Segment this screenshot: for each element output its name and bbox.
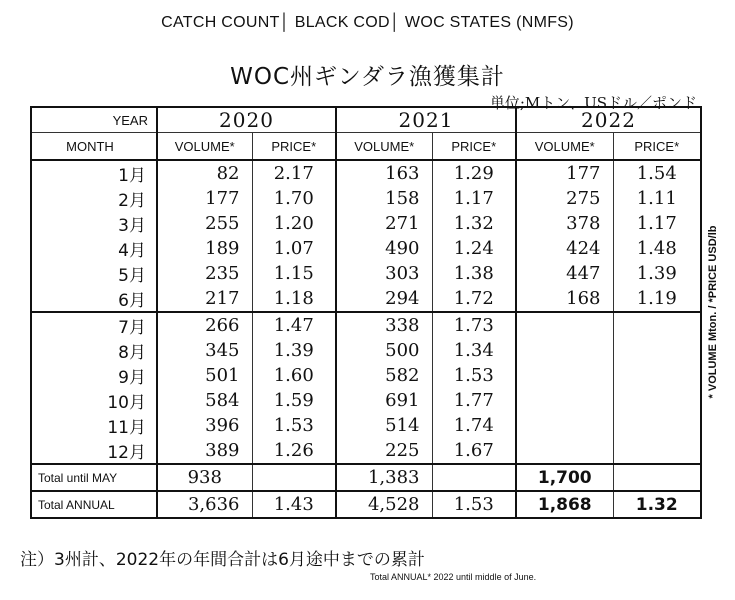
side-note — [704, 112, 722, 512]
price-header: PRICE* — [432, 133, 516, 161]
year-2022: 2022 — [516, 107, 701, 133]
volume-cell — [516, 312, 613, 338]
total-annual-label: Total ANNUAL — [31, 491, 157, 518]
price-cell: 1.74 — [432, 413, 516, 438]
table-row — [31, 261, 701, 286]
volume-cell — [516, 363, 613, 388]
price-header: PRICE* — [252, 133, 336, 161]
volume-cell — [516, 413, 613, 438]
price-cell: 1.73 — [432, 312, 516, 338]
price-cell: 1.47 — [252, 312, 336, 338]
month-cell: 4月 — [31, 236, 157, 261]
table-row — [31, 186, 701, 211]
price-header: PRICE* — [613, 133, 701, 161]
price-cell: 1.15 — [252, 261, 336, 286]
price-cell: 1.54 — [613, 160, 701, 186]
volume-cell: 275 — [516, 186, 613, 211]
price-cell: 1.24 — [432, 236, 516, 261]
column-header-row — [31, 133, 701, 161]
total-annual-2020-price: 1.43 — [252, 491, 336, 518]
volume-cell: 447 — [516, 261, 613, 286]
total-annual-2021-price: 1.53 — [432, 491, 516, 518]
volume-cell: 235 — [157, 261, 252, 286]
total-may-label: Total until MAY — [31, 464, 157, 491]
total-may-2021: 1,383 — [336, 464, 432, 491]
price-cell: 1.17 — [432, 186, 516, 211]
volume-cell — [516, 438, 613, 464]
year-2020: 2020 — [157, 107, 336, 133]
price-cell: 1.17 — [613, 211, 701, 236]
price-cell — [613, 338, 701, 363]
total-may-2020: 938 — [157, 464, 252, 491]
volume-cell: 338 — [336, 312, 432, 338]
month-cell: 12月 — [31, 438, 157, 464]
volume-cell: 217 — [157, 286, 252, 312]
price-cell: 1.53 — [252, 413, 336, 438]
total-annual-2022: 1,868 — [516, 491, 613, 518]
total-annual-2022-price: 1.32 — [613, 491, 701, 518]
volume-cell: 189 — [157, 236, 252, 261]
volume-cell: 82 — [157, 160, 252, 186]
price-cell: 2.17 — [252, 160, 336, 186]
month-cell: 8月 — [31, 338, 157, 363]
month-cell: 9月 — [31, 363, 157, 388]
price-cell — [613, 413, 701, 438]
volume-cell: 389 — [157, 438, 252, 464]
price-cell: 1.34 — [432, 338, 516, 363]
volume-cell: 271 — [336, 211, 432, 236]
volume-cell — [516, 388, 613, 413]
volume-cell: 691 — [336, 388, 432, 413]
table-row — [31, 312, 701, 338]
month-label: MONTH — [31, 133, 157, 161]
table-row — [31, 211, 701, 236]
price-cell: 1.60 — [252, 363, 336, 388]
volume-cell: 500 — [336, 338, 432, 363]
table-title: WOC州ギンダラ漁獲集計 — [230, 64, 505, 90]
price-cell — [613, 312, 701, 338]
price-cell — [613, 363, 701, 388]
price-cell — [613, 388, 701, 413]
price-cell: 1.26 — [252, 438, 336, 464]
volume-cell: 396 — [157, 413, 252, 438]
price-cell: 1.70 — [252, 186, 336, 211]
volume-cell: 294 — [336, 286, 432, 312]
volume-cell: 424 — [516, 236, 613, 261]
volume-header: VOLUME* — [157, 133, 252, 161]
volume-cell: 303 — [336, 261, 432, 286]
price-cell: 1.19 — [613, 286, 701, 312]
price-cell: 1.72 — [432, 286, 516, 312]
total-may-2021-price — [432, 464, 516, 491]
price-cell — [613, 438, 701, 464]
price-cell: 1.77 — [432, 388, 516, 413]
volume-cell: 225 — [336, 438, 432, 464]
side-note-text: * VOLUME Mton. / *PRICE USD/lb — [707, 225, 719, 399]
price-cell: 1.18 — [252, 286, 336, 312]
price-cell: 1.59 — [252, 388, 336, 413]
price-cell: 1.11 — [613, 186, 701, 211]
footnote-text: Total ANNUAL* 2022 until middle of June. — [370, 572, 537, 582]
month-cell: 11月 — [31, 413, 157, 438]
volume-cell: 490 — [336, 236, 432, 261]
volume-cell: 584 — [157, 388, 252, 413]
table-row — [31, 160, 701, 186]
volume-cell: 168 — [516, 286, 613, 312]
total-may-2022: 1,700 — [516, 464, 613, 491]
table-row — [31, 363, 701, 388]
volume-cell: 177 — [157, 186, 252, 211]
month-cell: 3月 — [31, 211, 157, 236]
price-cell: 1.48 — [613, 236, 701, 261]
price-cell: 1.67 — [432, 438, 516, 464]
catch-table — [30, 106, 702, 519]
total-annual-row — [31, 491, 701, 518]
volume-cell: 158 — [336, 186, 432, 211]
month-cell: 6月 — [31, 286, 157, 312]
table-row — [31, 438, 701, 464]
total-may-2020-price — [252, 464, 336, 491]
volume-cell: 266 — [157, 312, 252, 338]
month-cell: 1月 — [31, 160, 157, 186]
year-row — [31, 107, 701, 133]
note-text: 注）3州計、2022年の年間合計は6月途中までの累計 — [20, 550, 425, 570]
total-may-row — [31, 464, 701, 491]
price-cell: 1.38 — [432, 261, 516, 286]
month-cell: 2月 — [31, 186, 157, 211]
total-annual-2021: 4,528 — [336, 491, 432, 518]
price-cell: 1.39 — [613, 261, 701, 286]
price-cell: 1.29 — [432, 160, 516, 186]
unit-note: 単位;Mトン、USドル／ポンド — [489, 94, 697, 112]
volume-cell: 345 — [157, 338, 252, 363]
price-cell: 1.32 — [432, 211, 516, 236]
volume-cell — [516, 338, 613, 363]
price-cell: 1.07 — [252, 236, 336, 261]
table-row — [31, 413, 701, 438]
table-row — [31, 388, 701, 413]
volume-cell: 255 — [157, 211, 252, 236]
year-2021: 2021 — [336, 107, 516, 133]
total-may-2022-price — [613, 464, 701, 491]
volume-cell: 582 — [336, 363, 432, 388]
month-cell: 5月 — [31, 261, 157, 286]
volume-header: VOLUME* — [516, 133, 613, 161]
table-row — [31, 338, 701, 363]
price-cell: 1.20 — [252, 211, 336, 236]
page-header: CATCH COUNT│ BLACK COD│ WOC STATES (NMFS) — [161, 14, 574, 31]
table-row — [31, 286, 701, 312]
table-row — [31, 236, 701, 261]
volume-cell: 514 — [336, 413, 432, 438]
total-annual-2020: 3,636 — [157, 491, 252, 518]
month-cell: 10月 — [31, 388, 157, 413]
month-cell: 7月 — [31, 312, 157, 338]
volume-cell: 501 — [157, 363, 252, 388]
volume-cell: 378 — [516, 211, 613, 236]
price-cell: 1.53 — [432, 363, 516, 388]
price-cell: 1.39 — [252, 338, 336, 363]
volume-cell: 177 — [516, 160, 613, 186]
volume-header: VOLUME* — [336, 133, 432, 161]
volume-cell: 163 — [336, 160, 432, 186]
year-label: YEAR — [31, 107, 157, 133]
